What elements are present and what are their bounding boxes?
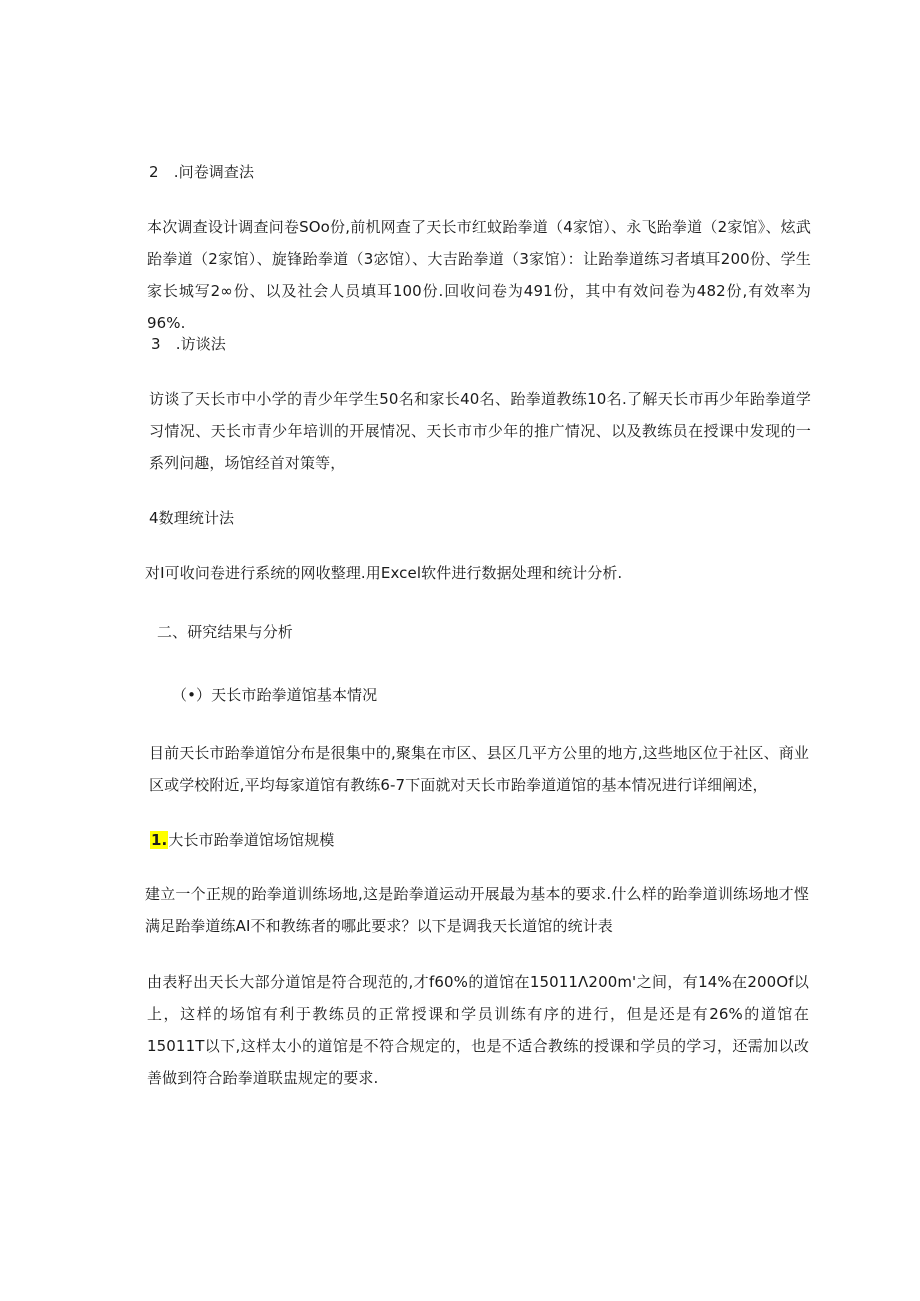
heading-venue-scale-text: 大长市跆拳道馆场馆规模 [168,831,335,849]
heading-interview-method: 3 .访谈法 [151,335,226,353]
heading-statistics-method: 4数理统计法 [149,509,235,527]
paragraph-questionnaire: 本次调查设计调查问卷SOo份,前机网查了天长市红蚊跆拳道（4家馆）、永飞跆拳道（2家馆》、炫武跆拳道（2家馆）、旋锋跆拳道（3宓馆）、大吉跆拳道（3家馆）：让跆拳道练习者填耳200份、学生家长城写2∞份、以及社会人员填耳100份.回收问卷为491份，其中有效问卷为482份,有效率为96%. [147,218,811,332]
heading-research-results: 二、研究结果与分析 [157,623,293,641]
heading-basic-situation: （•）天长市跆拳道馆基本情况 [172,686,378,704]
paragraph-basic-situation: 目前天长市跆拳道馆分布是很集中的,聚集在市区、县区几平方公里的地方,这些地区位于社区、商业区或学校附近,平均每家道馆有教练6-7下面就对天长市跆拳道道馆的基本情况进行详细阐述， [149,744,809,794]
paragraph-interview: 访谈了天长市中小学的青少年学生50名和家长40名、跆拳道教练10名.了解天长市再少年跆拳道学习情况、天长市青少年培训的开展情况、天长市市少年的推广情况、以及教练员在授课中发现的一系列问趣，场馆经首对策等， [149,390,811,472]
highlighted-number: 1. [151,831,168,849]
paragraph-venue-analysis: 由表籽出天长大部分道馆是符合现范的,才f60%的道馆在15011Λ200m'之间，有14%在200Of以上，这样的场馆有利于教练员的正常授课和学员训练有序的进行，但是还是有26%的道馆在15011T以下,这样太小的道馆是不符合规定的，也是不适合教练的授课和学员的学习，还需加以改善做到符合跆拳道联盅规定的要求. [147,973,809,1087]
heading-venue-scale [150,830,812,850]
heading-questionnaire-method: 2 .问卷调查法 [149,163,255,181]
paragraph-venue-scale: 建立一个正规的跆拳道训练场地,这是跆拳道运动开展最为基本的要求.什么样的跆拳道训练场地才悭满足跆拳道练AI不和教练者的哪此要求？以下是调我天长道馆的统计表 [145,885,809,935]
paragraph-statistics: 对I可收问卷进行系统的网收整理.用Excel软件进行数据处理和统计分析. [145,564,623,582]
